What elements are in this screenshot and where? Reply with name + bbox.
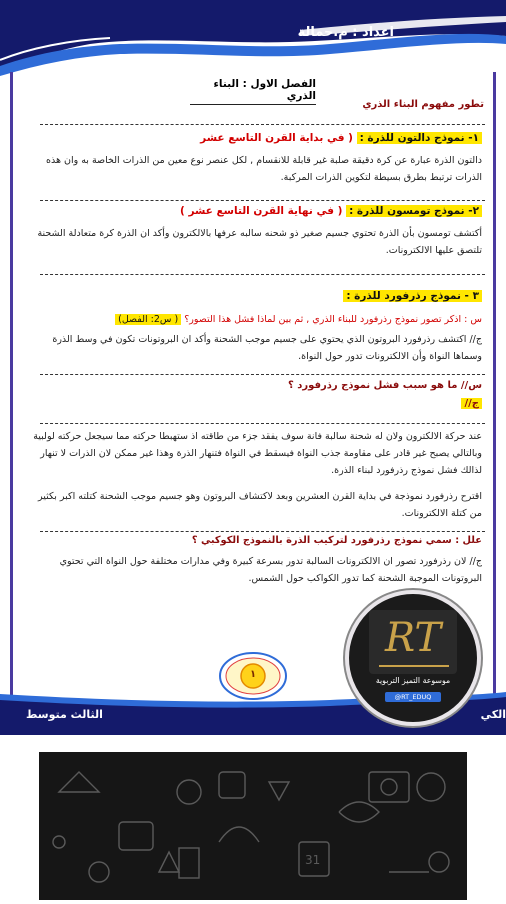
rutherford-question (32, 312, 482, 328)
failure-text-2: اقترح رذرفورد نموذجة في بداية القرن العشرين وبعد لاكتشاف البروتون وهو جسيم موجب الشحنة كتلته اكبر بكثير من كتلة الالكترونات. (38, 491, 482, 519)
header-title: اعداد : م.حمالة (297, 25, 394, 40)
page-border-right (493, 72, 496, 700)
footer-grade: الثالث متوسط (26, 708, 103, 721)
section-title: تطور مفهوم البناء الذري (362, 99, 484, 110)
failure-answer-label-text: ج// (461, 398, 482, 409)
header-banner (0, 0, 506, 80)
logo-handle: @RT_EDUQ (394, 693, 432, 701)
svg-text:31: 31 (305, 853, 321, 867)
dalton-heading-note: ( في بداية القرن التاسع عشر (200, 132, 353, 144)
divider (40, 423, 485, 424)
divider (40, 124, 485, 125)
reason-question: علل : سمي نموذج رذرفورد لتركيب الذرة بالنموذج الكوكبي ؟ (191, 535, 482, 546)
divider (40, 200, 485, 201)
logo-underline (379, 665, 449, 667)
logo-caption: موسوعة التميز التربوية (375, 676, 451, 685)
failure-answer-label (422, 398, 482, 409)
rutherford-question-text: س : اذكر تصور نموذج رذرفورد للبناء الذري , ثم بين لماذا فشل هذا التصور؟ (184, 314, 482, 325)
doodle-background-image (39, 752, 467, 900)
thomson-heading-num: ٢- نموذج تومسون للذرة : (346, 205, 482, 217)
dalton-heading-num: ١- نموذج دالتون للذرة : (357, 132, 482, 144)
logo-letters: RT (384, 615, 442, 661)
rutherford-heading-text: ٣ - نموذج رذرفورد للذرة : (343, 290, 482, 302)
page-number: ١ (249, 669, 257, 680)
watermark-logo (345, 590, 481, 726)
thomson-heading (42, 205, 482, 217)
reason-answer: ج// لان رذرفورد تصور ان الالكترونات السالبة تدور بسرعة كبيرة وفي مدارات مختلفة حول النواة التي تحتوي البروتونات الموجبة الشحنة كما تدور الكواكب حول الشمس. (59, 556, 482, 584)
rutherford-question-ref: ( س2: الفصل) (115, 314, 181, 325)
footer-left-label: الكي (480, 708, 506, 721)
rutherford-heading (42, 290, 482, 302)
thomson-heading-note: ( في نهاية القرن التاسع عشر ) (180, 205, 343, 217)
failure-question: س// ما هو سبب فشل نموذج رذرفورد ؟ (288, 380, 482, 391)
page-border-left (10, 72, 13, 700)
divider (40, 531, 485, 532)
divider (40, 274, 485, 275)
dalton-text: دالتون الذرة عبارة عن كرة دقيقة صلبة غير قابلة للانقسام , لكل عنصر نوع معين من الذرات الخاصة به وان هذه الذرات ترتبط بطرق بسيطة لتكوين الذرات المركبة. (45, 155, 482, 183)
failure-text-1: عند حركة الالكترون ولان له شحنة سالبة فانة سوف يفقد جزء من طاقته اذ ستهبطا حركته مما سيجعل حركته لولبية وبالتالي يصبح غير قادر على مقاومة جذب النواة فيسقط في النواة فتنهار الذرة وهذا غير ممكن لان الذرات لا تنهار لذالك فشل نموذج رذرفورد لبناء الذرة. (33, 431, 482, 476)
rutherford-answer: ج// اكتشف رذرفورد البروتون الذي يحتوي على جسيم موجب الشحنة وأكد ان البروتونات تكون في وسط الذرة وسماها النواة وأن الالكترونات تدور حول النواة. (52, 334, 482, 362)
divider (40, 374, 485, 375)
doodle-pattern (39, 752, 467, 900)
thomson-text: أكتشف تومسون بأن الذرة تحتوي جسيم صغير ذو شحنه سالبه عرفها بالالكترون وأكد ان الذرة كرة متعادلة الشحنة تلتصق عليها الالكترونات. (37, 228, 482, 256)
chapter-title: الفصل الاول : البناء الذري (190, 78, 316, 105)
dalton-heading (42, 132, 482, 144)
